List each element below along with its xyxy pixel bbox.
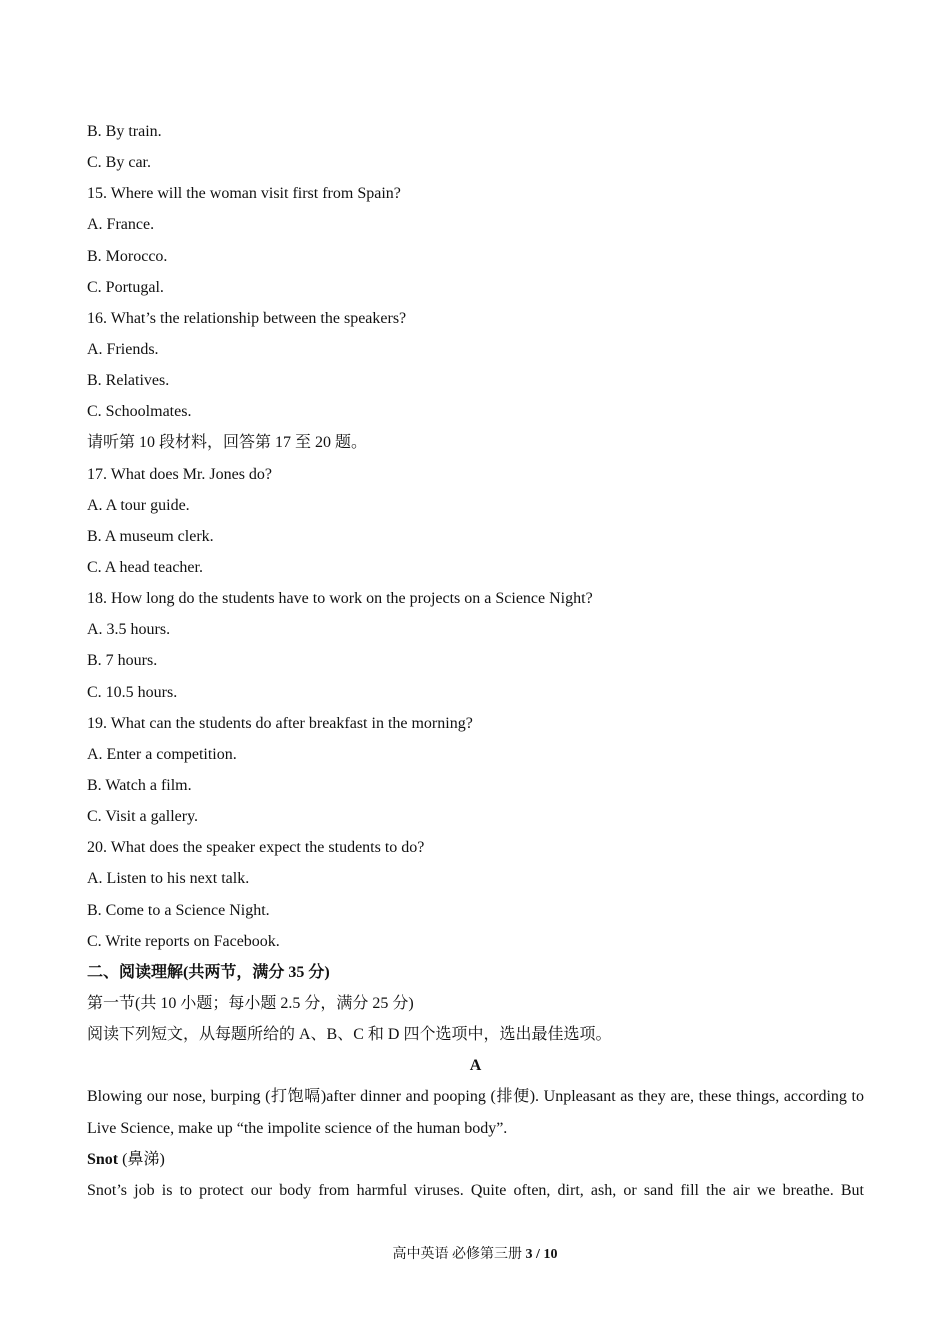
subheading-snot-gloss: (鼻涕) xyxy=(118,1150,165,1168)
text-line: A. Friends. xyxy=(87,340,159,358)
text-line: 16. What’s the relationship between the speakers? xyxy=(87,309,407,327)
text-line: B. 7 hours. xyxy=(87,652,158,670)
text-line: 15. Where will the woman visit first from Spain? xyxy=(87,185,401,203)
section-heading: 二、阅读理解(共两节，满分 35 分) xyxy=(87,963,330,981)
footer-page-current: 3 xyxy=(525,1247,533,1262)
text-line: 请听第 10 段材料，回答第 17 至 20 题。 xyxy=(87,434,368,452)
text-line: C. Portugal. xyxy=(87,278,164,296)
text-line: C. 10.5 hours. xyxy=(87,683,178,701)
footer-separator: / xyxy=(532,1247,544,1262)
text-line: A. A tour guide. xyxy=(87,496,190,514)
text-line: A. 3.5 hours. xyxy=(87,621,171,639)
passage-paragraph-snot: Snot’s job is to protect our body from harmful viruses. Quite often, dirt, ash, or sand fill the air we breathe. But xyxy=(87,1181,864,1199)
passage-paragraph: Blowing our nose, burping (打饱嗝)after dinner and pooping (排便). Unpleasant as they are, these things, according to Live Science, make up “the impolite science of the human body”. xyxy=(87,1088,864,1137)
text-line: 19. What can the students do after breakfast in the morning? xyxy=(87,714,473,732)
subheading-snot-title: Snot xyxy=(87,1150,119,1168)
text-line: B. Morocco. xyxy=(87,247,168,265)
text-line: 18. How long do the students have to work on the projects on a Science Night? xyxy=(87,590,593,608)
section-instruction: 阅读下列短文，从每题所给的 A、B、C 和 D 四个选项中，选出最佳选项。 xyxy=(87,1026,612,1044)
text-line: B. Come to a Science Night. xyxy=(87,901,270,919)
text-line: B. Relatives. xyxy=(87,372,170,390)
text-line: A. France. xyxy=(87,216,155,234)
footer-page-total: 10 xyxy=(543,1247,558,1262)
text-line: A. Enter a competition. xyxy=(87,745,237,763)
section-part: 第一节(共 10 小题；每小题 2.5 分，满分 25 分) xyxy=(87,994,414,1012)
text-line: A. Listen to his next talk. xyxy=(87,870,250,888)
text-line: C. Write reports on Facebook. xyxy=(87,932,280,950)
text-line: B. A museum clerk. xyxy=(87,527,214,545)
text-line: C. A head teacher. xyxy=(87,558,203,576)
text-line: 17. What does Mr. Jones do? xyxy=(87,465,273,483)
question-list xyxy=(87,116,864,957)
text-line: B. By train. xyxy=(87,123,162,140)
subheading-snot xyxy=(87,1144,864,1175)
text-line: C. By car. xyxy=(87,154,151,172)
text-line: B. Watch a film. xyxy=(87,776,192,794)
page-footer xyxy=(0,1245,950,1265)
passage-letter: A xyxy=(469,1057,482,1075)
page-content xyxy=(87,116,864,1206)
text-line: 20. What does the speaker expect the students to do? xyxy=(87,839,425,857)
footer-title: 高中英语 必修第三册 xyxy=(392,1247,526,1262)
text-line: C. Schoolmates. xyxy=(87,403,192,421)
text-line: C. Visit a gallery. xyxy=(87,808,199,826)
